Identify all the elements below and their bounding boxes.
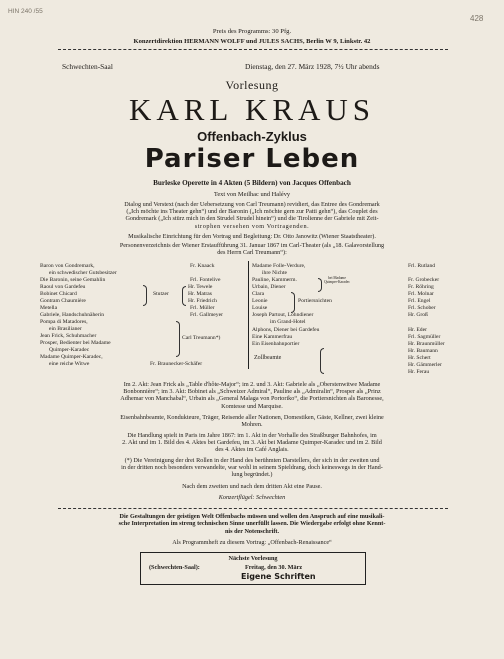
performer-name: KARL KRAUS bbox=[128, 92, 376, 127]
cast-actor: Frl. Fontelive bbox=[190, 277, 221, 283]
cast-actor: Hr. Tewele bbox=[188, 284, 213, 290]
portier-label: Portiersnichten bbox=[298, 298, 332, 304]
cast-role: eine reiche Witwe bbox=[49, 361, 90, 367]
music-credit: Musikalische Einrichtung für den Vortrag und Begleitung: Dr. Otto Janowitz (Wiener Staatstheater). bbox=[128, 233, 376, 240]
cast-actor: Fr. Grobecker bbox=[408, 277, 440, 283]
cast-role: Raoul von Gardefeu bbox=[40, 284, 86, 290]
text-credit: Text von Meilhac und Halévy bbox=[213, 191, 291, 198]
cast-actor: Frl. Molnar bbox=[408, 291, 434, 297]
quimper-note: bei Madame Quimper-Karadec bbox=[324, 276, 350, 285]
cast-role: Metella bbox=[40, 305, 58, 311]
cast-actor: Hr. Braunmüller bbox=[408, 341, 445, 347]
cast-actor: Frl. Müller bbox=[190, 305, 215, 311]
date-line: Dienstag, den 27. März 1928, 7½ Uhr abends bbox=[245, 62, 380, 71]
footnote-star: (*) Die Vereinigung der drei Rollen in der Hand des berühmten Darstellers, der sich in der zweiten und in der dritten noch besonders verwandelte, war wohl in seinem Spieldrang, doch keineswegs in der Hand- lung begründet.) bbox=[121, 457, 383, 479]
next-date: Freitag, den 30. März bbox=[245, 564, 303, 571]
stutzer-actor-brace bbox=[182, 286, 186, 306]
management-line: Konzertdirektion HERMANN WOLFF und JULES SACHS, Berlin W 9, Linkstr. 42 bbox=[133, 38, 371, 45]
acts-note: Im 2. Akt: Jean Frick als „Table d'hôte-Major“; im 2. und 3. Akt: Gabriele als „Oberstenwitwe Madame Bonbonnière“; im 3. Akt: Bobinet als „Schweizer Admiral“, Pauline als „Admiralin“, Prosper als „Prinz Adhemar von Manchabal“, Urbain als „General Malaga von Portoriko“, die Portiersnichten als Baronesse, Komtesse und Marquise. bbox=[120, 381, 384, 410]
venue: Schwechten-Saal bbox=[62, 62, 113, 71]
cast-role: Madame Folle-Verdure, bbox=[252, 263, 306, 269]
cast-role: Leonie bbox=[252, 298, 268, 304]
work-subtitle: Burleske Operette in 4 Akten (5 Bildern) von Jacques Offenbach bbox=[153, 179, 351, 187]
cycle-title: Offenbach-Zyklus bbox=[197, 129, 307, 144]
archive-page-number: 428 bbox=[470, 14, 484, 23]
header-divider bbox=[58, 49, 448, 50]
stutzer-brace bbox=[143, 285, 147, 306]
cast-heading: Personenverzeichnis der Wiener Erstaufführung 31. Januar 1867 im Carl-Theater (als „18. Galavorstellung des Herrn Carl Treumann“): bbox=[119, 242, 385, 257]
cast-actor: Frl. Gallmeyer bbox=[190, 312, 223, 318]
cast-actor: Fr. Röhring bbox=[408, 284, 434, 290]
cast-role: Pauline, Kammerm. bbox=[252, 277, 297, 283]
cast-role: ein Brasilianer bbox=[49, 326, 82, 332]
cast-actor: Frl. Rutland bbox=[408, 263, 436, 269]
intro-text: Dialog und Verstext (nach der Uebersetzung von Carl Treumann) revidiert, das Entree des Gondremark („Ich möchte ins Theater gehn“) und der Baronin („Ich möchte gern zur Patti gehn“), das Couplet des Gondremark („Ich stürz mich in den Strudel Strudel hinein“) und die Tirolienne der Gabriele mit Zeit- strophen versehen vom Vortragenden. bbox=[124, 201, 380, 230]
cast-actor: Frl. Engel bbox=[408, 298, 431, 304]
footer-divider bbox=[58, 508, 448, 509]
cast-actor: Frl. Sagmüller bbox=[408, 334, 441, 340]
pause-note: Nach dem zweiten und nach dem dritten Akt eine Pause. bbox=[182, 483, 322, 490]
next-title: Eigene Schriften bbox=[241, 572, 316, 581]
cast-column-divider bbox=[248, 261, 249, 369]
next-venue: (Schwechten-Saal): bbox=[149, 564, 200, 571]
zoll-brace bbox=[320, 348, 324, 374]
cast-role: Die Baronin, seine Gemahlin bbox=[40, 277, 106, 283]
zoll-label: Zollbeamte bbox=[254, 355, 282, 361]
treumann-brace bbox=[176, 321, 180, 357]
work-title: Pariser Leben bbox=[144, 144, 360, 174]
treumann-note: Carl Treumann*) bbox=[182, 335, 221, 341]
cast-role: Bobinet Chicard bbox=[40, 291, 77, 297]
supplement-note: Als Programmheft zu diesem Vortrag: „Offenbach-Renaissance“ bbox=[172, 539, 332, 546]
cast-role: Eine Kammerfrau bbox=[252, 334, 293, 340]
cast-role: im Grand-Hotel bbox=[270, 319, 306, 325]
cast-actor: Hr. Baumann bbox=[408, 348, 438, 354]
cast-role: Quimper-Karadec bbox=[49, 347, 90, 353]
cast-role: Madame Quimper-Karadec, bbox=[40, 354, 103, 360]
cast-role: Clara bbox=[252, 291, 265, 297]
cast-actor: Hr. Gämmerler bbox=[408, 362, 442, 368]
cast-actor: Hr. Friedrich bbox=[188, 298, 217, 304]
cast-role: Baron von Gondremark, bbox=[40, 263, 95, 269]
piano-note: Konzertflügel: Schwechten bbox=[218, 494, 286, 501]
cast-actor: Frl. Schober bbox=[408, 305, 436, 311]
cast-role: Gabriele, Handschuhnäherin bbox=[40, 312, 104, 318]
cast-role: Prosper, Bedienter bei Madame bbox=[40, 340, 111, 346]
plot-note: Die Handlung spielt in Paris im Jahre 1867: im 1. Akt in der Vorhalle des Straßburger Bahnhofes, im 2. Akt und im 1. Bild des 4. Aktes bei Gardefeu, im 3. Akt bei Madame Quimper-Karadec und im 2. Bild des 4. Aktes im Café Anglais. bbox=[122, 432, 382, 454]
cast-role: Jean Frick, Schuhmacher bbox=[40, 333, 97, 339]
cast-role: ihre Nichte bbox=[262, 270, 288, 276]
cast-role: Joseph Partout, Lohndiener bbox=[252, 312, 314, 318]
next-lecture-box bbox=[140, 552, 366, 585]
interpretation-statement: Die Gestaltungen der geistigen Welt Offenbachs müssen und wollen den Anspruch auf eine musikali- sche Interpretation im streng technischen Sinne unerfüllt lassen. Die Wiedergabe erfolgt ohne Kennt- nis der Notenschrift. bbox=[118, 513, 386, 535]
cast-role: Gontram Chaumière bbox=[40, 298, 86, 304]
price-line: Preis des Programms: 30 Pfg. bbox=[212, 28, 292, 35]
next-heading: Nächste Vorlesung bbox=[228, 555, 278, 562]
cast-actor: Hr. Ferau bbox=[408, 369, 430, 375]
archive-ref: HIN 240 /55 bbox=[8, 8, 43, 15]
cast-role: Ein Eisenbahnportier bbox=[252, 341, 300, 347]
cast-actor: Fr. Braunecker-Schäfer bbox=[150, 361, 203, 367]
cast-actor: Fr. Knaack bbox=[190, 263, 215, 269]
cast-actor: Hr. Matras bbox=[188, 291, 212, 297]
extras-note: Eisenbahnbeamte, Kondukteure, Träger, Reisende aller Nationen, Domestiken, Gäste, Kellner, zwei kleine Mohren. bbox=[120, 414, 384, 429]
stutzer-label: Stutzer bbox=[153, 291, 169, 297]
cast-role: Pompa di Matadores, bbox=[40, 319, 88, 325]
event-kind: Vorlesung bbox=[225, 78, 279, 92]
cast-actor: Hr. Groß bbox=[408, 312, 428, 318]
cast-actor: Hr. Schert bbox=[408, 355, 431, 361]
cast-actor: Hr. Eder bbox=[408, 327, 427, 333]
cast-role: ein schwedischer Gutsbesitzer bbox=[49, 270, 117, 276]
portier-brace bbox=[291, 292, 295, 313]
cast-role: Alphons, Diener bei Gardefeu bbox=[252, 327, 320, 333]
cast-role: Louise bbox=[252, 305, 268, 311]
cast-role: Urbain, Diener bbox=[252, 284, 286, 290]
